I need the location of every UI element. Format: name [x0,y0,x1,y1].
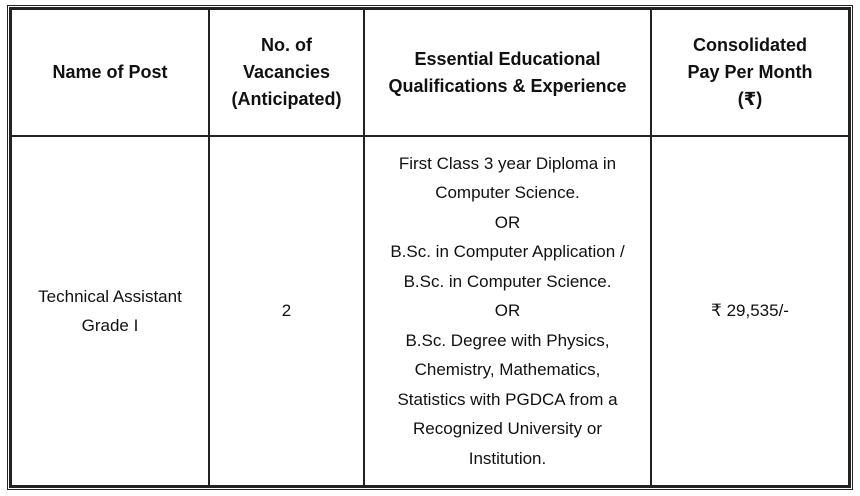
qualification-line: Recognized University or [413,419,602,439]
cell-pay [651,136,849,486]
header-line: (Anticipated) [231,89,342,109]
cell-post-name [11,136,209,486]
cell-vacancies [209,136,364,486]
cell-line: ₹ 29,535/- [711,301,789,321]
cell-qualifications [364,136,651,486]
header-line: Consolidated [692,35,807,55]
header-line: Pay Per Month [687,62,813,82]
qualification-line: Statistics with PGDCA from a [397,389,618,409]
cell-line: Technical Assistant [38,286,182,306]
qualification-or: OR [494,301,521,321]
header-vacancies [209,9,364,136]
qualification-line: B.Sc. in Computer Application / [390,242,625,262]
header-qualifications [364,9,651,136]
table-row [11,136,849,486]
header-line: Name of Post [52,62,168,82]
header-line: (₹) [737,89,763,109]
recruitment-table [10,8,850,487]
header-pay [651,9,849,136]
qualification-or: OR [494,212,521,232]
header-line: Essential Educational [414,48,601,69]
qualification-line: B.Sc. in Computer Science. [403,271,612,291]
recruitment-table-frame [7,5,853,490]
qualification-line: Institution. [468,448,547,468]
qualification-line: First Class 3 year Diploma in [398,153,617,173]
qualification-line: Chemistry, Mathematics, [414,360,601,380]
cell-line: Grade I [81,316,139,335]
table-header-row [11,9,849,136]
header-line: No. of [261,35,312,55]
header-name-of-post [11,9,209,136]
cell-line: 2 [281,301,292,321]
qualification-line: Computer Science. [435,183,580,203]
qualification-line: B.Sc. Degree with Physics, [405,330,610,350]
header-line: Qualifications & Experience [388,75,627,96]
header-line: Vacancies [242,62,331,82]
